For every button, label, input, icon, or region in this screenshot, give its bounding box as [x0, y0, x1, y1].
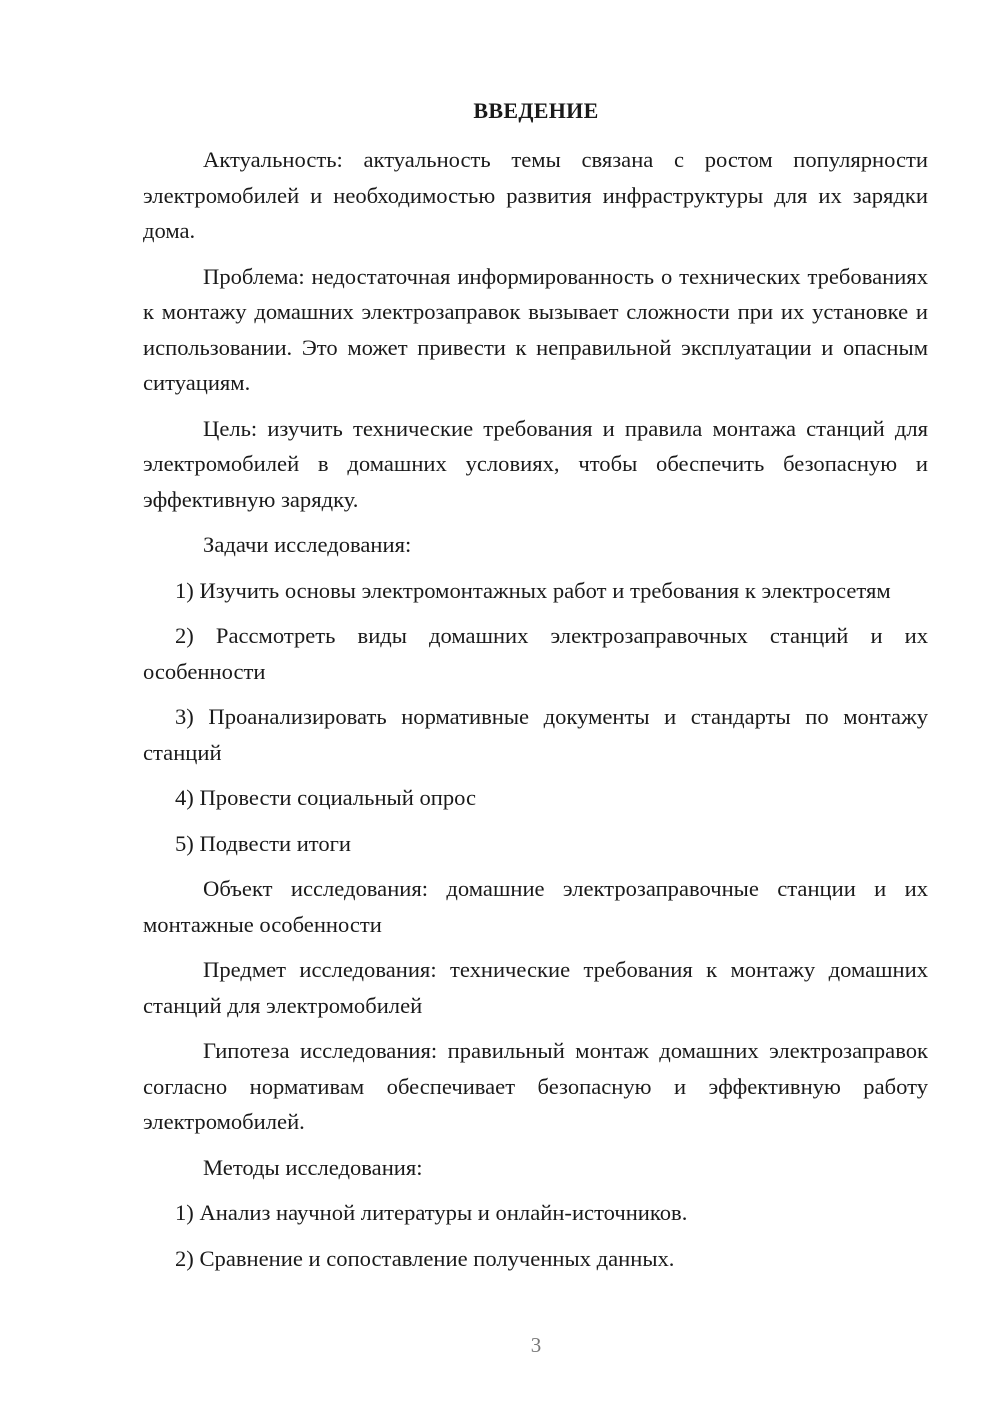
- object-paragraph: Объект исследования: домашние электрозаправочные станции и их монтажные особенности: [143, 876, 928, 937]
- method-item-1: 1) Анализ научной литературы и онлайн-источников.: [175, 1200, 688, 1225]
- problem-paragraph: Проблема: недостаточная информированность о технических требованиях к монтажу домашних электрозаправок вызывает сложности при их установке и использовании. Это может привести к неправильной эксплуатации и опасным ситуациям.: [143, 263, 928, 395]
- task-item-4: 4) Провести социальный опрос: [175, 785, 477, 810]
- page-title: ВВЕДЕНИЕ: [473, 98, 599, 123]
- task-item-1: 1) Изучить основы электромонтажных работ и требования к электросетям: [175, 577, 891, 603]
- page-number: 3: [530, 1333, 542, 1357]
- method-item-2: 2) Сравнение и сопоставление полученных данных.: [175, 1245, 675, 1271]
- subject-paragraph: Предмет исследования: технические требования к монтажу домашних станций для электромобилей: [143, 957, 928, 1018]
- task-item-2: 2) Рассмотреть виды домашних электрозаправочных станций и их особенности: [143, 623, 928, 684]
- relevance-paragraph: Актуальность: актуальность темы связана с ростом популярности электромобилей и необходимостью развития инфраструктуры для их зарядки дома.: [143, 147, 928, 243]
- methods-heading: Методы исследования:: [203, 1154, 423, 1180]
- task-item-3: 3) Проанализировать нормативные документы и стандарты по монтажу станций: [143, 704, 928, 765]
- task-item-5: 5) Подвести итоги: [175, 830, 352, 856]
- body-text: [143, 142, 928, 1286]
- tasks-heading: Задачи исследования:: [203, 532, 412, 557]
- hypothesis-paragraph: Гипотеза исследования: правильный монтаж домашних электрозаправок согласно нормативам обеспечивает безопасную и эффективную работу электромобилей.: [143, 1038, 928, 1134]
- goal-paragraph: Цель: изучить технические требования и правила монтажа станций для электромобилей в домашних условиях, чтобы обеспечить безопасную и эффективную зарядку.: [143, 415, 928, 512]
